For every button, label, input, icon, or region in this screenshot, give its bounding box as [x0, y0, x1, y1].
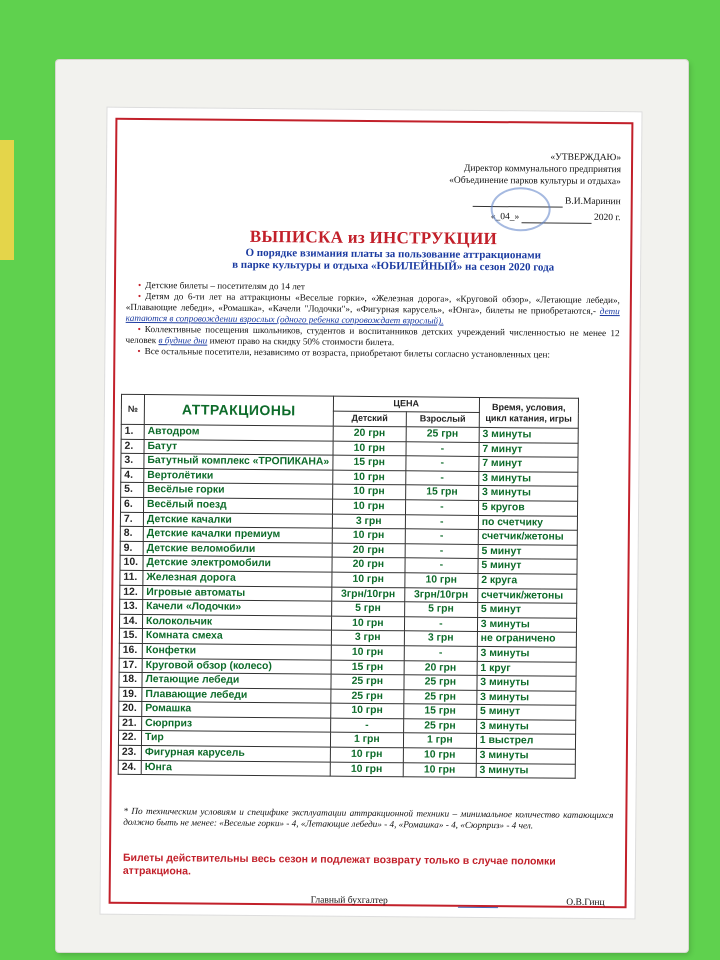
row-attraction: Детские веломобили: [143, 541, 332, 557]
row-time: 3 минуты: [476, 719, 575, 734]
row-time: 5 кругов: [478, 500, 577, 515]
row-time: 7 минут: [479, 442, 578, 457]
row-attraction: Плавающие лебеди: [142, 687, 331, 703]
row-number: 15.: [119, 629, 142, 644]
row-child-price: 25 грн: [331, 674, 404, 689]
row-adult-price: 10 грн: [403, 748, 476, 763]
row-number: 11.: [120, 570, 143, 585]
row-adult-price: 15 грн: [405, 485, 478, 500]
row-child-price: 1 грн: [330, 733, 403, 748]
row-child-price: 20 грн: [333, 426, 406, 441]
row-number: 23.: [118, 745, 141, 760]
row-number: 13.: [120, 599, 143, 614]
row-attraction: Комната смеха: [142, 629, 331, 645]
row-time: 3 минуты: [476, 748, 575, 763]
header-child: Детский: [333, 411, 406, 427]
approval-date-day: «_04_»: [490, 212, 520, 223]
row-adult-price: 10 грн: [405, 573, 478, 588]
row-child-price: 20 грн: [332, 558, 405, 573]
row-attraction: Детские качалки премиум: [143, 527, 332, 543]
row-time: 3 минуты: [477, 690, 576, 705]
row-child-price: 25 грн: [331, 689, 404, 704]
row-adult-price: -: [406, 471, 479, 486]
bullet: •: [137, 279, 142, 290]
row-child-price: 10 грн: [331, 616, 404, 631]
row-child-price: 3 грн: [331, 630, 404, 645]
row-child-price: 10 грн: [332, 499, 405, 514]
row-adult-price: 3 грн: [404, 631, 477, 646]
approval-line-2: Директор коммунального предприятия: [463, 163, 622, 176]
footer: [311, 895, 605, 908]
rule-2: [126, 291, 620, 328]
row-attraction: Батутный комплекс «ТРОПИКАНА»: [144, 454, 333, 470]
row-attraction: Фигурная карусель: [141, 746, 330, 762]
row-time: 1 круг: [477, 661, 576, 676]
row-number: 2.: [121, 439, 144, 454]
sheet-border: [109, 118, 634, 908]
row-number: 20.: [119, 702, 142, 717]
row-adult-price: -: [405, 500, 478, 515]
row-time: счетчик/жетоны: [478, 588, 577, 603]
row-time: 3 минуты: [479, 427, 578, 442]
row-time: счетчик/жетоны: [478, 530, 577, 545]
rule-3-emphasis: в будние дни: [158, 335, 208, 346]
row-adult-price: 10 грн: [403, 762, 476, 777]
row-child-price: 10 грн: [332, 572, 405, 587]
row-time: не ограничено: [477, 632, 576, 647]
approval-line-3: «Объединение парков культуры и отдыха»: [449, 175, 621, 188]
row-adult-price: -: [406, 456, 479, 471]
row-attraction: Качели «Лодочки»: [143, 600, 332, 616]
wall-stripe: [0, 140, 14, 260]
row-adult-price: 3грн/10грн: [405, 587, 478, 602]
row-attraction: Детские качалки: [143, 512, 332, 528]
row-child-price: 10 грн: [333, 470, 406, 485]
row-adult-price: 15 грн: [404, 704, 477, 719]
row-number: 1.: [121, 424, 144, 439]
row-number: 4.: [121, 468, 144, 483]
document-subtitle: [176, 246, 610, 274]
row-adult-price: 1 грн: [403, 733, 476, 748]
row-attraction: Сюрприз: [142, 716, 331, 732]
row-attraction: Юнга: [141, 760, 330, 776]
row-adult-price: 25 грн: [406, 427, 479, 442]
accountant-role: Главный бухгалтер: [310, 895, 388, 907]
header-time: Время, условия, цикл катания, игры: [479, 397, 578, 428]
rules-block: [125, 280, 620, 361]
accountant-name: О.В.Гинц: [566, 897, 605, 909]
row-adult-price: -: [404, 646, 477, 661]
row-child-price: 15 грн: [333, 455, 406, 470]
row-child-price: 5 грн: [331, 601, 404, 616]
row-number: 24.: [118, 760, 141, 775]
price-list-sheet: [100, 108, 641, 919]
row-attraction: Тир: [141, 731, 330, 747]
row-time: по счетчику: [478, 515, 577, 530]
row-time: 5 минут: [478, 559, 577, 574]
row-child-price: 10 грн: [333, 441, 406, 456]
row-adult-price: 25 грн: [404, 675, 477, 690]
row-attraction: Круговой обзор (колесо): [142, 658, 331, 674]
row-number: 3.: [121, 454, 144, 469]
row-number: 14.: [119, 614, 142, 629]
row-child-price: -: [330, 718, 403, 733]
rule-4-text: Все остальные посетители, независимо от возраста, приобретают билеты согласно установленных цен:: [144, 346, 551, 360]
row-adult-price: -: [405, 544, 478, 559]
row-attraction: Автодром: [144, 425, 333, 441]
rule-3-text-a: Коллективные посещения школьников, студентов и воспитанников детских учреждений численностью не менее 12 человек: [125, 324, 620, 346]
row-child-price: 10 грн: [330, 747, 403, 762]
approval-signer: В.И.Маринин: [564, 196, 621, 208]
row-number: 16.: [119, 643, 142, 658]
row-child-price: 10 грн: [332, 485, 405, 500]
row-adult-price: 25 грн: [404, 689, 477, 704]
row-child-price: 10 грн: [331, 645, 404, 660]
row-number: 9.: [120, 541, 143, 556]
row-child-price: 15 грн: [331, 660, 404, 675]
row-time: 3 минуты: [476, 763, 575, 778]
header-price: ЦЕНА: [333, 396, 479, 412]
row-number: 7.: [120, 512, 143, 527]
row-number: 12.: [120, 585, 143, 600]
bullet: •: [137, 290, 142, 301]
header-adult: Взрослый: [406, 412, 479, 428]
row-adult-price: 25 грн: [403, 719, 476, 734]
row-child-price: 3 грн: [332, 514, 405, 529]
rule-2-emphasis: дети катаются в сопровождении взрослых (одного ребенка сопровождает взрослый).: [125, 305, 620, 326]
rule-2-text: Детям до 6-ти лет на аттракционы «Веселые горки», «Железная дорога», «Круговой обзор», «Летающие лебеди», «Плавающие лебеди», «Ромашка», «Качели "Лодочки"», «Фигурная карусель», «Юнга», билеты не приобретаются,-: [125, 291, 620, 316]
row-attraction: Батут: [144, 439, 333, 455]
row-number: 21.: [119, 716, 142, 731]
accountant-signature: [458, 893, 504, 908]
row-time: 7 минут: [479, 457, 578, 472]
row-adult-price: -: [406, 441, 479, 456]
row-child-price: 20 грн: [332, 543, 405, 558]
row-attraction: Игровые автоматы: [143, 585, 332, 601]
row-time: 3 минуты: [478, 486, 577, 501]
rule-1-text: Детские билеты – посетителям до 14 лет: [145, 280, 305, 292]
header-number: №: [121, 394, 144, 424]
row-time: 1 выстрел: [476, 734, 575, 749]
row-number: 6.: [121, 497, 144, 512]
bullet: •: [137, 345, 141, 356]
price-table: [118, 394, 579, 779]
row-adult-price: 5 грн: [404, 602, 477, 617]
row-child-price: 3грн/10грн: [332, 587, 405, 602]
row-attraction: Конфетки: [142, 643, 331, 659]
row-time: 5 минут: [477, 603, 576, 618]
row-attraction: Ромашка: [142, 702, 331, 718]
document-title: ВЫПИСКА из ИНСТРУКЦИИ: [249, 226, 498, 249]
row-attraction: Колокольчик: [142, 614, 331, 630]
validity-warning: Билеты действительны весь сезон и подлежат возврату только в случае поломки аттракциона.: [122, 851, 556, 878]
row-adult-price: 20 грн: [404, 660, 477, 675]
row-time: 3 минуты: [477, 617, 576, 632]
row-number: 17.: [119, 658, 142, 673]
approval-line-1: «УТВЕРЖДАЮ»: [550, 152, 622, 164]
table-body: [118, 424, 578, 778]
row-adult-price: -: [405, 529, 478, 544]
row-child-price: 10 грн: [330, 762, 403, 777]
row-number: 22.: [118, 731, 141, 746]
bullet: •: [137, 323, 141, 334]
row-number: 8.: [120, 526, 143, 541]
technical-note: * По техническим условиям и специфике эксплуатации аттракционной техники – минимальное количество катающихся должно быть не менее: «Веселые горки» - 4, «Летающие лебеди» - 4, «Ромашка» - 4, «Сюрприз» - 4 чел.: [123, 805, 614, 831]
rule-3-text-b: имеют право на скидку 50% стоимости билета.: [209, 335, 395, 348]
row-number: 10.: [120, 556, 143, 571]
seal-stamp: [490, 187, 550, 232]
row-time: 5 минут: [478, 544, 577, 559]
row-attraction: Детские электромобили: [143, 556, 332, 572]
row-number: 5.: [121, 483, 144, 498]
row-attraction: Вертолётики: [144, 468, 333, 484]
row-adult-price: -: [404, 617, 477, 632]
row-time: 3 минуты: [477, 676, 576, 691]
row-adult-price: -: [405, 514, 478, 529]
row-adult-price: -: [405, 558, 478, 573]
row-child-price: 10 грн: [332, 528, 405, 543]
row-number: 19.: [119, 687, 142, 702]
header-attractions: АТТРАКЦИОНЫ: [144, 395, 333, 427]
row-attraction: Железная дорога: [143, 570, 332, 586]
row-time: 2 круга: [478, 573, 577, 588]
subtitle-line-2: в парке культуры и отдыха «ЮБИЛЕЙНЫЙ» на сезон 2020 года: [232, 258, 555, 274]
row-attraction: Весёлый поезд: [143, 497, 332, 513]
row-child-price: 10 грн: [331, 703, 404, 718]
row-time: 3 минуты: [479, 471, 578, 486]
subtitle-line-1: О порядке взимания платы за пользование аттракционами: [245, 246, 542, 262]
row-time: 3 минуты: [477, 646, 576, 661]
row-time: 5 минут: [477, 705, 576, 720]
approval-date-year: 2020 г.: [593, 212, 621, 224]
row-number: 18.: [119, 672, 142, 687]
row-attraction: Весёлые горки: [144, 483, 333, 499]
row-attraction: Летающие лебеди: [142, 673, 331, 689]
